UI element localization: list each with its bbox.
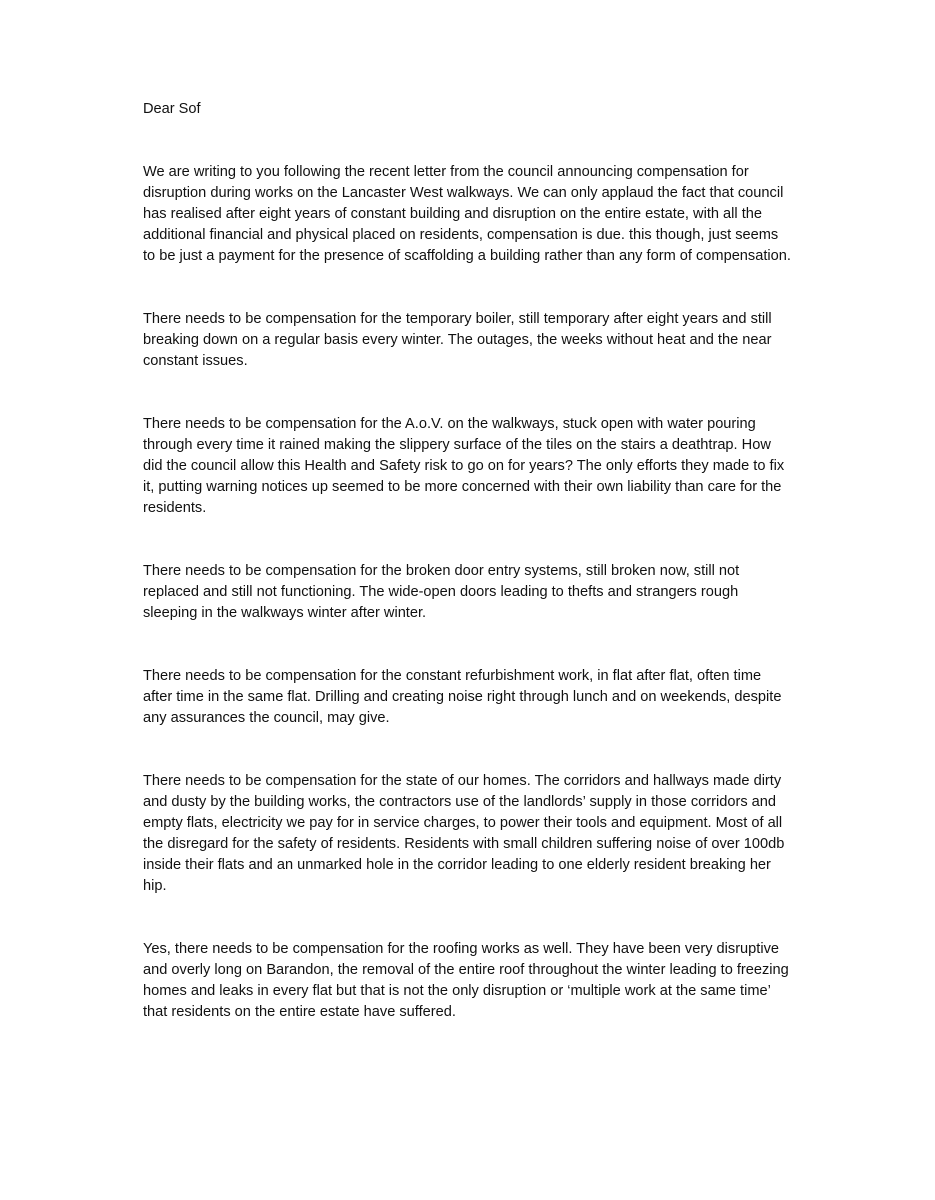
paragraph-intro: We are writing to you following the recent letter from the council announcing compensation for disruption during works on the Lancaster West walkways. We can only applaud the fact that council has realised after eight years of constant building and disruption on the entire estate, with all the additional financial and physical placed on residents, compensation is due. this though, just seems to be just a payment for the presence of scaffolding a building rather than any form of compensation.	[143, 164, 791, 264]
paragraph-boiler: There needs to be compensation for the temporary boiler, still temporary after eight years and still breaking down on a regular basis every winter. The outages, the weeks without heat and the near constant issues.	[143, 311, 772, 369]
paragraph-door-entry: There needs to be compensation for the broken door entry systems, still broken now, still not replaced and still not functioning. The wide-open doors leading to thefts and strangers rough sleeping in the walkways winter after winter.	[143, 563, 740, 621]
paragraph-aov-walkways: There needs to be compensation for the A.o.V. on the walkways, stuck open with water pouring through every time it rained making the slippery surface of the tiles on the stairs a deathtrap. How did the council allow this Health and Safety risk to go on for years? The only efforts they made to fix it, putting warning notices up seemed to be more concerned with their own liability than care for the residents.	[143, 416, 785, 516]
paragraph-refurbishment: There needs to be compensation for the constant refurbishment work, in flat after flat, often time after time in the same flat. Drilling and creating noise right through lunch and on weekends, despite any assurances the council, may give.	[143, 668, 782, 726]
salutation: Dear Sof	[143, 101, 201, 117]
paragraph-roofing: Yes, there needs to be compensation for the roofing works as well. They have been very disruptive and overly long on Barandon, the removal of the entire roof throughout the winter leading to freezing homes and leaks in every flat but that is not the only disruption or ‘multiple work at the same time’ that residents on the entire estate have suffered.	[143, 941, 789, 1020]
letter-body	[143, 99, 793, 1065]
paragraph-state-of-homes: There needs to be compensation for the state of our homes. The corridors and hallways made dirty and dusty by the building works, the contractors use of the landlords’ supply in those corridors and empty flats, electricity we pay for in service charges, to power their tools and equipment. Most of all the disregard for the safety of residents. Residents with small children suffering noise of over 100db inside their flats and an unmarked hole in the corridor leading to one elderly resident breaking her hip.	[143, 773, 785, 894]
